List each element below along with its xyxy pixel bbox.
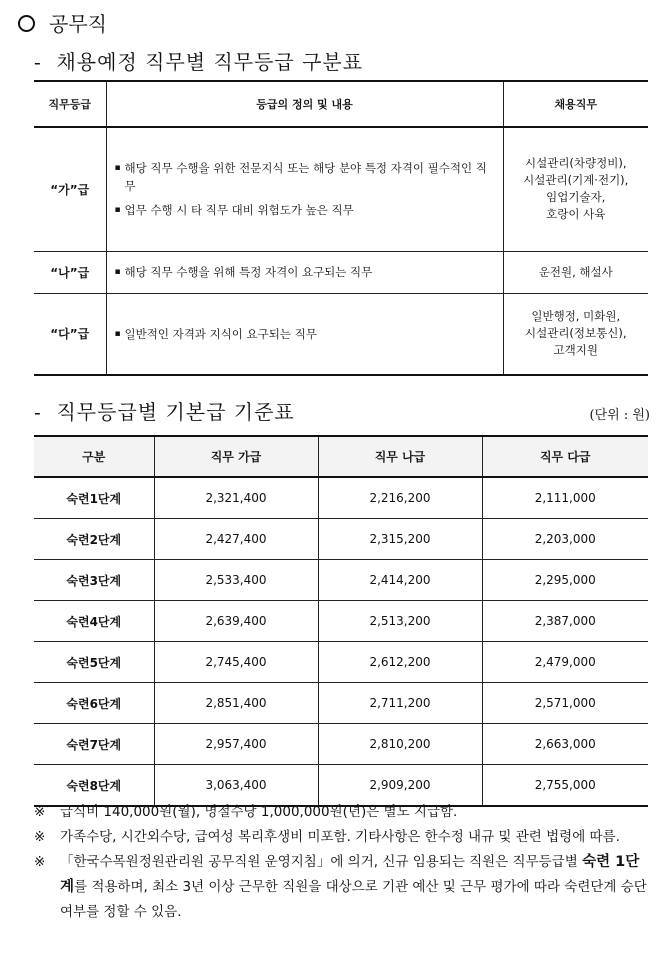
pay-cell: 2,203,000: [482, 519, 648, 560]
footnote: ※ 가족수당, 시간외수당, 급여성 복리후생비 미포함. 기타사항은 한수정 내규 및 관련 법령에 따름.: [34, 825, 650, 850]
level-cell: 숙련3단계: [34, 560, 154, 601]
list-item: ▪ 업무 수행 시 타 직무 대비 위험도가 높은 직무: [115, 201, 497, 219]
unit-label: (단위 : 원): [589, 408, 650, 423]
pay-cell: 2,111,000: [482, 477, 648, 519]
column-header: 직무 나급: [318, 436, 482, 477]
table-row: [34, 251, 648, 293]
table-header-row: [34, 81, 648, 127]
table-row: [34, 601, 648, 642]
pay-cell: 2,957,400: [154, 724, 318, 765]
pay-cell: 2,533,400: [154, 560, 318, 601]
list-item: ▪ 해당 직무 수행을 위한 전문지식 또는 해당 분야 특정 자격이 필수적인 직무: [115, 159, 497, 195]
table-row: [34, 724, 648, 765]
pay-cell: 2,639,400: [154, 601, 318, 642]
level-cell: 숙련4단계: [34, 601, 154, 642]
column-header: 구분: [34, 436, 154, 477]
table-row: [34, 683, 648, 724]
reference-mark: ※: [34, 804, 46, 820]
pay-cell: 2,851,400: [154, 683, 318, 724]
pay-cell: 2,387,000: [482, 601, 648, 642]
jobs-cell: 시설관리(차량정비), 시설관리(기계·전기), 임업기술자, 호랑이 사육: [503, 127, 648, 251]
footnotes: [34, 800, 650, 925]
pay-cell: 2,315,200: [318, 519, 482, 560]
pay-cell: 2,810,200: [318, 724, 482, 765]
table-row: [34, 642, 648, 683]
column-header: 직무등급: [34, 81, 106, 127]
pay-cell: 2,571,000: [482, 683, 648, 724]
definition-cell: [106, 251, 503, 293]
pay-cell: 2,295,000: [482, 560, 648, 601]
grade-cell: “다”급: [34, 293, 106, 375]
jobs-cell: 운전원, 해설사: [503, 251, 648, 293]
list-item: ▪ 해당 직무 수행을 위해 특정 자격이 요구되는 직무: [115, 263, 497, 281]
grade-classification-table: [34, 80, 648, 376]
level-cell: 숙련8단계: [34, 765, 154, 807]
pay-cell: 2,612,200: [318, 642, 482, 683]
pay-cell: 3,063,400: [154, 765, 318, 807]
section-title: 공무직: [18, 8, 107, 37]
level-cell: 숙련6단계: [34, 683, 154, 724]
table-row: [34, 293, 648, 375]
table-header-row: [34, 436, 648, 477]
level-cell: 숙련7단계: [34, 724, 154, 765]
column-header: 직무 가급: [154, 436, 318, 477]
circle-bullet-icon: [18, 15, 35, 32]
pay-cell: 2,321,400: [154, 477, 318, 519]
grade-cell: “가”급: [34, 127, 106, 251]
table2-subtitle: - 직무등급별 기본급 기준표: [34, 400, 295, 424]
footnote: ※ 급식비 140,000원(월), 명절수당 1,000,000원(년)은 별도 지급함.: [34, 800, 650, 825]
column-header: 등급의 정의 및 내용: [106, 81, 503, 127]
level-cell: 숙련5단계: [34, 642, 154, 683]
pay-cell: 2,414,200: [318, 560, 482, 601]
list-item: ▪ 일반적인 자격과 지식이 요구되는 직무: [115, 325, 497, 343]
table-row: [34, 127, 648, 251]
table-row: [34, 477, 648, 519]
pay-cell: 2,909,200: [318, 765, 482, 807]
emphasis-text: 숙련 1단계: [60, 854, 640, 895]
reference-mark: ※: [34, 829, 46, 845]
column-header: 직무 다급: [482, 436, 648, 477]
pay-cell: 2,663,000: [482, 724, 648, 765]
pay-cell: 2,479,000: [482, 642, 648, 683]
definition-cell: [106, 293, 503, 375]
grade-cell: “나”급: [34, 251, 106, 293]
table-row: [34, 560, 648, 601]
footnote: ※ 「한국수목원정원관리원 공무직원 운영지침」에 의거, 신규 임용되는 직원은 직무등급별 숙련 1단계를 적용하며, 최소 3년 이상 근무한 직원을 대상으로 기관 예산 및 근무 평가에 따라 숙련단계 승단 여부를 정할 수 있음.: [34, 850, 650, 925]
table1-subtitle: - 채용예정 직무별 직무등급 구분표: [34, 50, 364, 74]
pay-cell: 2,745,400: [154, 642, 318, 683]
pay-cell: 2,513,200: [318, 601, 482, 642]
column-header: 채용직무: [503, 81, 648, 127]
level-cell: 숙련2단계: [34, 519, 154, 560]
base-pay-table: [34, 435, 648, 807]
pay-cell: 2,216,200: [318, 477, 482, 519]
pay-cell: 2,711,200: [318, 683, 482, 724]
table-body: [34, 477, 648, 806]
jobs-cell: 일반행정, 미화원, 시설관리(정보통신), 고객지원: [503, 293, 648, 375]
table-row: [34, 519, 648, 560]
definition-cell: [106, 127, 503, 251]
pay-cell: 2,427,400: [154, 519, 318, 560]
level-cell: 숙련1단계: [34, 477, 154, 519]
reference-mark: ※: [34, 854, 46, 870]
pay-cell: 2,755,000: [482, 765, 648, 807]
